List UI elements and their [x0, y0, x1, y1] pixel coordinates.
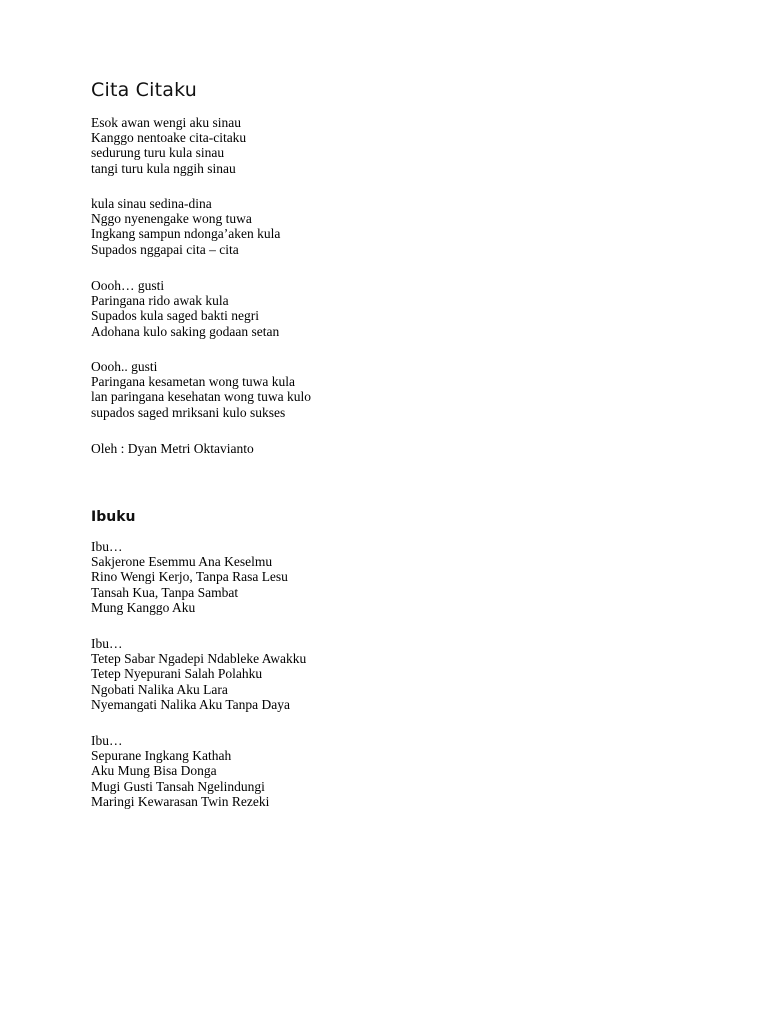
poem-line: tangi turu kula nggih sinau	[91, 160, 236, 176]
poem-line: Ibu…	[91, 539, 123, 554]
poem-line: Nyemangati Nalika Aku Tanpa Daya	[91, 696, 290, 712]
poem-line: Ingkang sampun ndonga’aken kula	[91, 226, 281, 242]
poem-line: Aku Mung Bisa Donga	[91, 763, 217, 779]
poem-line: Paringana kesametan wong tuwa kula	[91, 374, 295, 390]
poem-line: lan paringana kesehatan wong tuwa kulo	[91, 389, 312, 405]
poem-line: Nggo nyenengake wong tuwa	[91, 211, 252, 227]
poem-title: Ibuku	[91, 509, 136, 525]
poem-stanza	[91, 278, 279, 339]
poem-stanza	[91, 115, 246, 176]
poem-line: Ngobati Nalika Aku Lara	[91, 681, 228, 697]
poem-stanza	[91, 196, 280, 257]
poem-line: Ibu…	[91, 733, 123, 748]
poem-line: Sepurane Ingkang Kathah	[91, 748, 232, 764]
poem-line: Esok awan wengi aku sinau	[91, 115, 241, 130]
poem-line: supados saged mriksani kulo sukses	[91, 404, 286, 420]
poem-line: Sakjerone Esemmu Ana Keselmu	[91, 554, 273, 570]
poem-stanza	[91, 636, 306, 712]
poem-line: Tetep Nyepurani Salah Polahku	[91, 666, 263, 682]
poem-line: Mung Kanggo Aku	[91, 599, 196, 615]
poem-line: Oooh… gusti	[91, 278, 165, 293]
poem-line: Tansah Kua, Tanpa Sambat	[91, 584, 239, 600]
poem-title: Cita Citaku	[91, 79, 197, 101]
poem-line: Tetep Sabar Ngadepi Ndableke Awakku	[91, 651, 307, 667]
poem-stanza	[91, 733, 269, 809]
poem-line: Adohana kulo saking godaan setan	[91, 323, 280, 339]
poem-line: Ibu…	[91, 636, 123, 651]
poem-stanza	[91, 359, 311, 420]
poem-line: Supados nggapai cita – cita	[91, 241, 239, 257]
poem-line: Rino Wengi Kerjo, Tanpa Rasa Lesu	[91, 569, 288, 585]
poem-stanza	[91, 539, 288, 615]
poem-line: kula sinau sedina-dina	[91, 196, 212, 211]
poem-line: Paringana rido awak kula	[91, 293, 229, 309]
poem-line: Oooh.. gusti	[91, 359, 158, 374]
poem-line: Maringi Kewarasan Twin Rezeki	[91, 793, 270, 809]
poem-line: Kanggo nentoake cita-citaku	[91, 130, 247, 146]
author-line: Oleh : Dyan Metri Oktavianto	[91, 441, 254, 456]
poem-line: Supados kula saged bakti negri	[91, 308, 259, 324]
poem-line: Mugi Gusti Tansah Ngelindungi	[91, 778, 265, 794]
poem-line: sedurung turu kula sinau	[91, 145, 225, 161]
poem-author	[91, 441, 254, 456]
